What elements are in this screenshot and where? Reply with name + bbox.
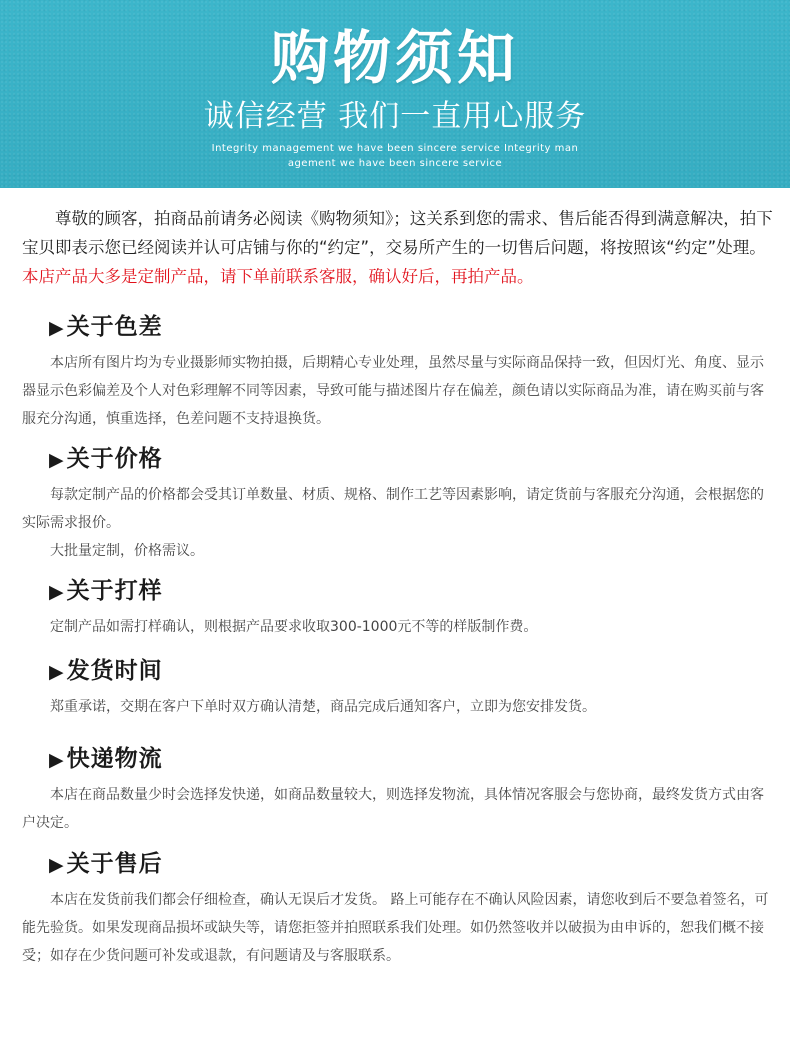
section-paragraph: 本店所有图片均为专业摄影师实物拍摄，后期精心专业处理，虽然尽量与实际商品保持一致，但因灯光、角度、显示器显示色彩偏差及个人对色彩理解不同等因素，导致可能与描述图片存在偏差，颜色请以实际商品为准，请在购买前与客服充分沟通，慎重选择，色差问题不支持退换货。	[22, 355, 764, 427]
banner-subtitle: 诚信经营 我们一直用心服务	[203, 99, 587, 134]
intro-text: 尊敬的顾客，拍商品前请务必阅读《购物须知》；这关系到您的需求、售后能否得到满意解决，拍下宝贝即表示您已经阅读并认可店铺与你的“约定”，交易所产生的一切售后问题，将按照该“约定”处理。	[22, 209, 773, 257]
triangle-right-icon: ▶	[49, 854, 65, 876]
section-title: 关于色差	[66, 314, 163, 340]
triangle-right-icon: ▶	[49, 317, 65, 339]
triangle-right-icon: ▶	[49, 581, 65, 603]
section-title: 关于价格	[66, 446, 163, 472]
section-title: 快递物流	[66, 746, 163, 772]
section-paragraph: 每款定制产品的价格都会受其订单数量、材质、规格、制作工艺等因素影响，请定货前与客服充分沟通，会根据您的实际需求报价。	[22, 487, 764, 531]
section-paragraph: 本店在商品数量少时会选择发快递，如商品数量较大，则选择发物流，具体情况客服会与您协商，最终发货方式由客户决定。	[22, 787, 764, 831]
triangle-right-icon: ▶	[49, 749, 65, 771]
page-title: 购物须知	[270, 24, 519, 92]
section-logistics	[22, 742, 774, 837]
section-heading	[22, 574, 774, 609]
section-paragraph: 本店在发货前我们都会仔细检查，确认无误后才发货。 路上可能存在不确认风险因素，请您收到后不要急着签名，可能先验货。如果发现商品损坏或缺失等，请您拒签并拍照联系我们处理。如仍然签收并以破损为由申诉的，恕我们概不接受；如存在少货问题可补发或退款，有问题请及与客服联系。	[22, 892, 769, 964]
section-heading	[22, 742, 774, 777]
section-after-sales	[22, 847, 774, 970]
section-title: 关于售后	[66, 851, 163, 877]
section-color-difference	[22, 310, 774, 433]
section-paragraph: 定制产品如需打样确认，则根据产品要求收取300-1000元不等的样版制作费。	[50, 619, 538, 635]
section-heading	[22, 847, 774, 882]
section-shipping-time	[22, 654, 774, 721]
banner-english-tagline: Integrity management we have been sincere service Integrity management we have been sincere service	[211, 143, 579, 169]
section-sampling	[22, 574, 774, 641]
section-heading	[22, 310, 774, 345]
section-paragraph: 郑重承诺，交期在客户下单时双方确认清楚，商品完成后通知客户，立即为您安排发货。	[50, 699, 596, 715]
section-title: 发货时间	[66, 658, 163, 684]
section-heading	[22, 654, 774, 689]
intro-highlight: 本店产品大多是定制产品，请下单前联系客服，确认好后，再拍产品。	[22, 267, 534, 286]
section-title: 关于打样	[66, 578, 163, 604]
section-price	[22, 442, 774, 565]
triangle-right-icon: ▶	[49, 449, 65, 471]
triangle-right-icon: ▶	[49, 661, 65, 683]
intro-paragraph	[22, 204, 774, 291]
section-paragraph: 大批量定制，价格需议。	[50, 543, 204, 559]
section-heading	[22, 442, 774, 477]
header-banner	[0, 0, 790, 188]
